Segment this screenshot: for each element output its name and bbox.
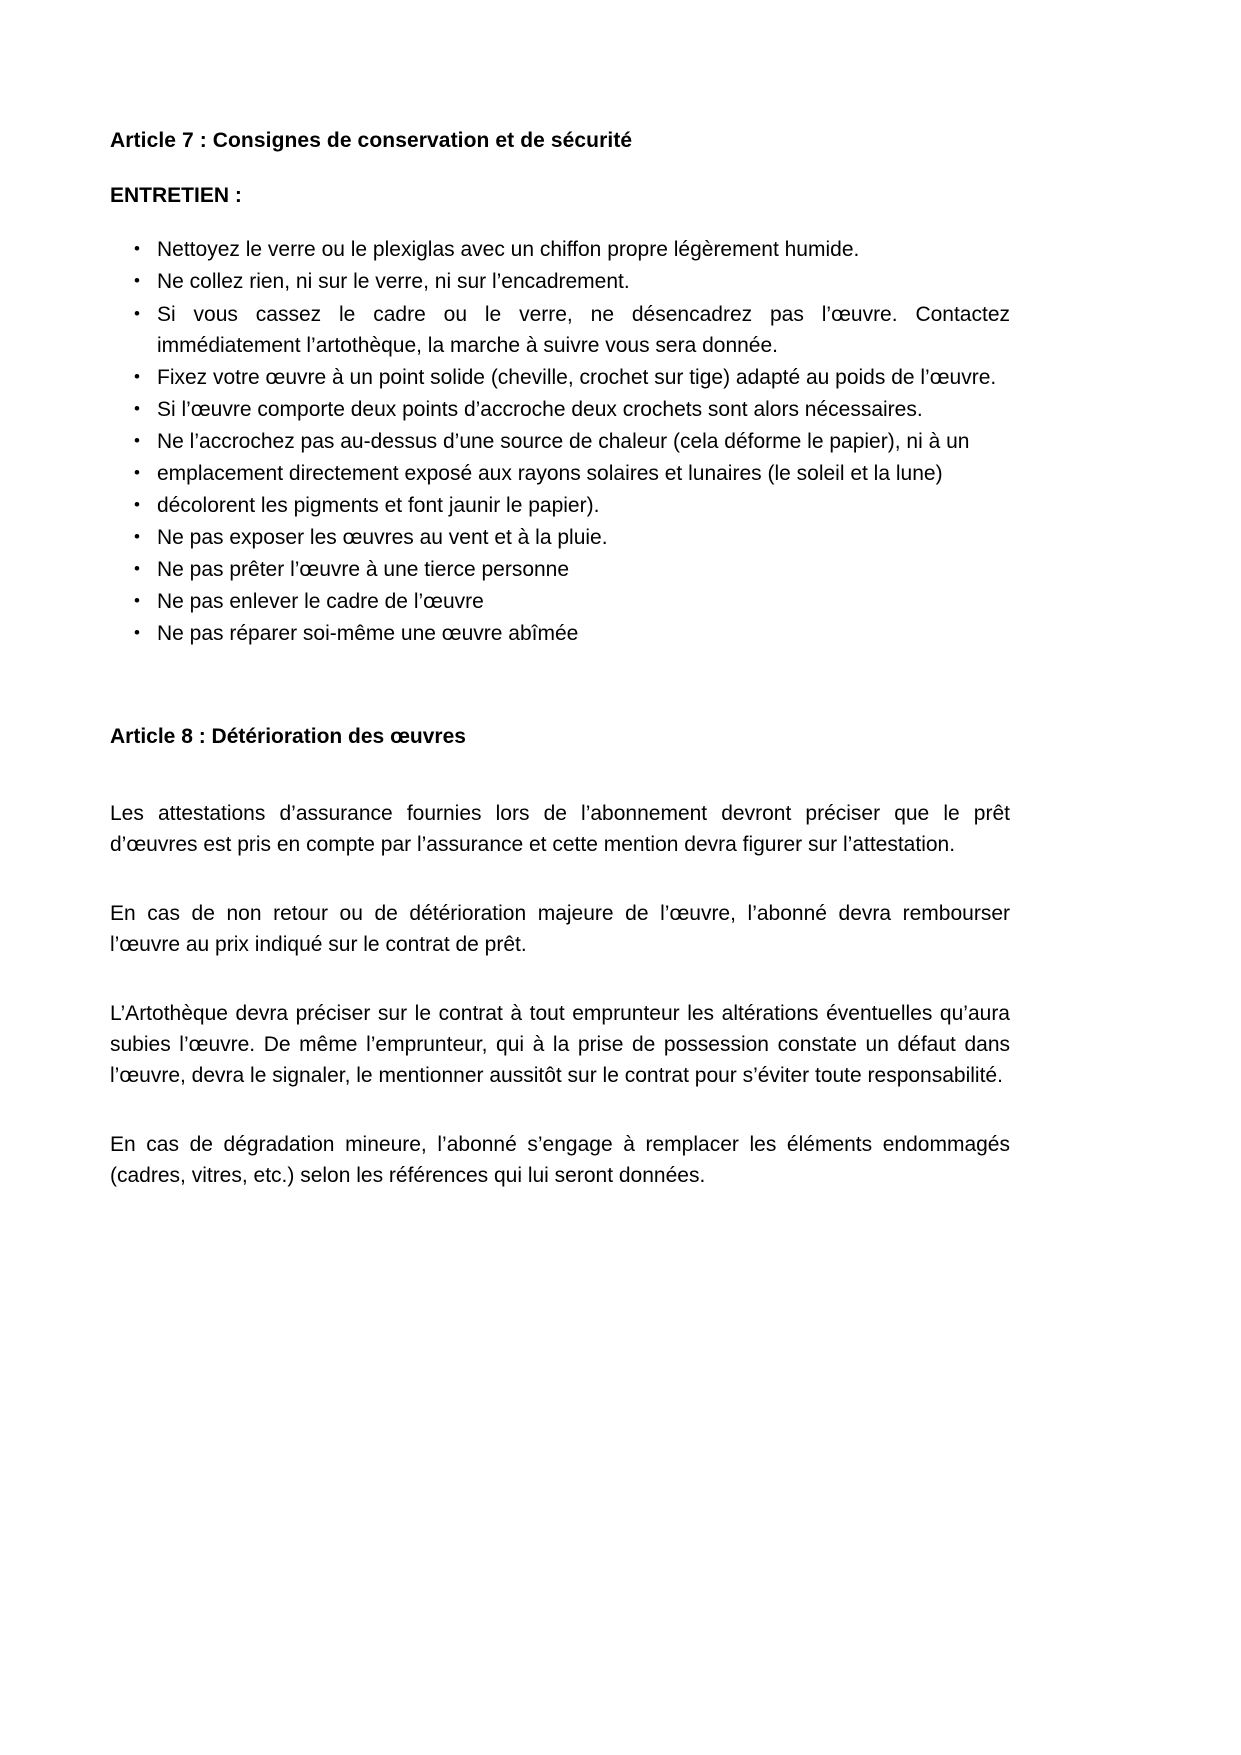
list-item: • Ne l’accrochez pas au-dessus d’une source de chaleur (cela déforme le papier), ni à un [110, 426, 1010, 457]
list-item: • Fixez votre œuvre à un point solide (cheville, crochet sur tige) adapté au poids de l’œuvre. [110, 362, 1010, 393]
list-item: • Ne pas exposer les œuvres au vent et à la pluie. [110, 522, 1010, 553]
article-8-paragraph: En cas de dégradation mineure, l’abonné s’engage à remplacer les éléments endommagés (cadres, vitres, etc.) selon les références qui lui seront données. [110, 1133, 1010, 1188]
list-item: • Si l’œuvre comporte deux points d’accroche deux crochets sont alors nécessaires. [110, 394, 1010, 425]
article-7-bullet-list [110, 234, 1010, 649]
article-7-heading: Article 7 : Consignes de conservation et de sécurité [110, 129, 633, 152]
list-item: • Ne pas enlever le cadre de l’œuvre [110, 586, 1010, 617]
list-item: • décolorent les pigments et font jaunir le papier). [110, 490, 1010, 521]
list-item: • Si vous cassez le cadre ou le verre, ne désencadrez pas l’œuvre. Contactez immédiatement l’artothèque, la marche à suivre vous sera donnée. [110, 299, 1010, 361]
list-item: • emplacement directement exposé aux rayons solaires et lunaires (le soleil et la lune) [110, 458, 1010, 489]
list-item: • Ne pas réparer soi-même une œuvre abîmée [110, 618, 1010, 649]
entretien-subheading: ENTRETIEN : [110, 184, 242, 208]
list-item: • Ne pas prêter l’œuvre à une tierce personne [110, 554, 1010, 585]
section-spacer [110, 650, 1010, 724]
article-8-paragraph: En cas de non retour ou de détérioration majeure de l’œuvre, l’abonné devra rembourser l’œuvre au prix indiqué sur le contrat de prêt. [110, 901, 1010, 956]
document-body [110, 128, 1010, 1191]
article-8-heading: Article 8 : Détérioration des œuvres [110, 725, 466, 749]
article-8-paragraph: L’Artothèque devra préciser sur le contrat à tout emprunteur les altérations éventuelles qu’aura subies l’œuvre. De même l’emprunteur, qui à la prise de possession constate un défaut dans l’œuvre, devra le signaler, le mentionner aussitôt sur le contrat pour s’éviter toute responsabilité. [110, 1001, 1010, 1088]
list-item: • Nettoyez le verre ou le plexiglas avec un chiffon propre légèrement humide. [110, 234, 1010, 265]
article-8-paragraph: Les attestations d’assurance fournies lors de l’abonnement devront préciser que le prêt d’œuvres est pris en compte par l’assurance et cette mention devra figurer sur l’attestation. [110, 801, 1010, 856]
list-item: • Ne collez rien, ni sur le verre, ni sur l’encadrement. [110, 266, 1010, 297]
